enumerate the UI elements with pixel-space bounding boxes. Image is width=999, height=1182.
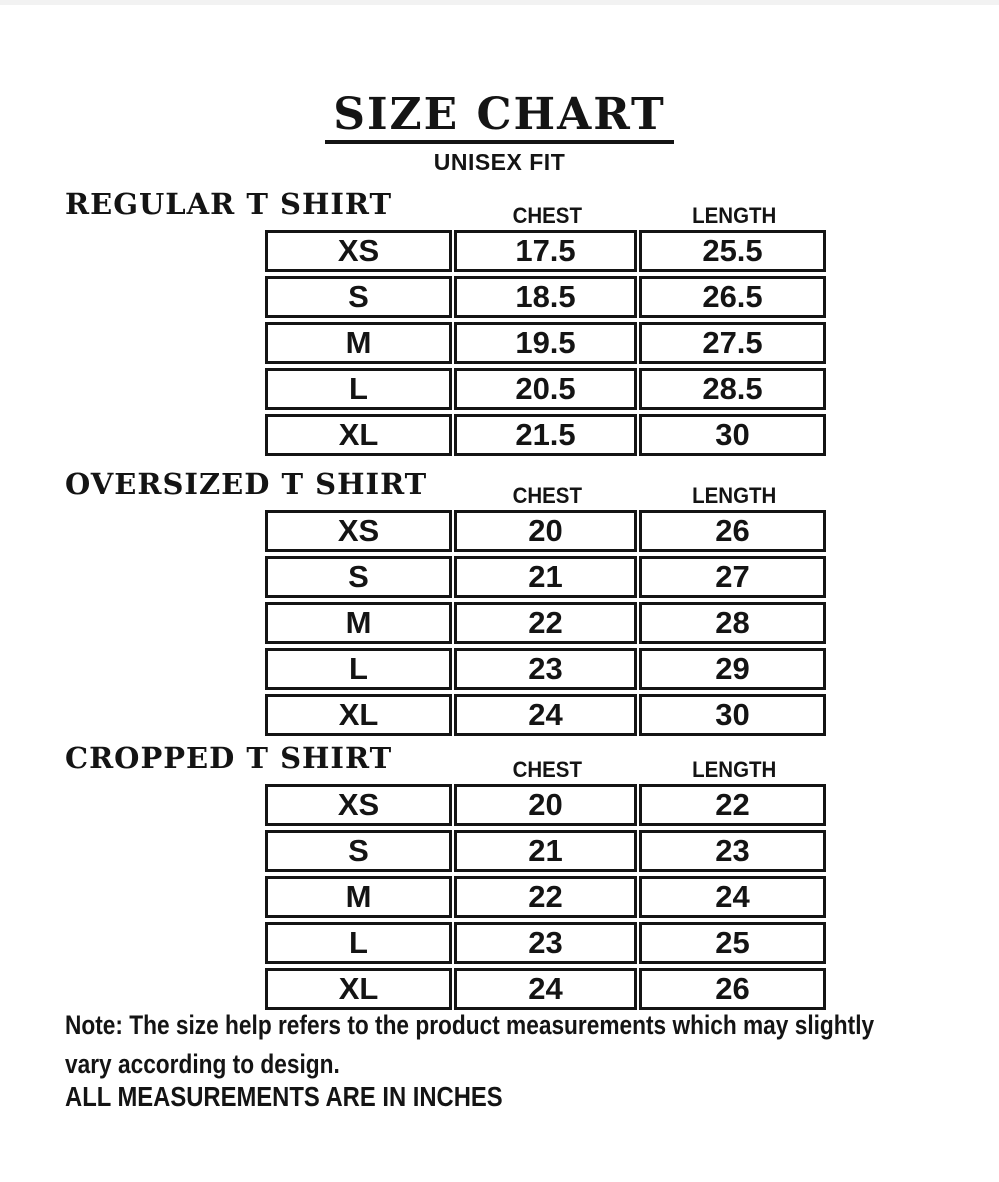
chest-cell: 20 xyxy=(454,784,637,826)
size-cell: XL xyxy=(265,968,452,1010)
length-cell: 27 xyxy=(639,556,826,598)
length-cell: 28 xyxy=(639,602,826,644)
chest-cell: 20 xyxy=(454,510,637,552)
table-row xyxy=(265,968,826,1010)
size-cell: M xyxy=(265,602,452,644)
section-heading-cropped: CROPPED T SHIRT xyxy=(65,741,393,775)
size-cell: XS xyxy=(265,510,452,552)
chest-cell: 23 xyxy=(454,922,637,964)
length-cell: 26.5 xyxy=(639,276,826,318)
table-row xyxy=(265,830,826,872)
section-heading-oversized: OVERSIZED T SHIRT xyxy=(65,467,428,501)
chest-cell: 21.5 xyxy=(454,414,637,456)
units-note: ALL MEASUREMENTS ARE IN INCHES xyxy=(65,1081,503,1112)
chest-cell: 20.5 xyxy=(454,368,637,410)
size-cell: L xyxy=(265,648,452,690)
length-cell: 23 xyxy=(639,830,826,872)
size-cell: S xyxy=(265,556,452,598)
length-cell: 22 xyxy=(639,784,826,826)
size-cell: S xyxy=(265,276,452,318)
table-row xyxy=(265,648,826,690)
chest-cell: 21 xyxy=(454,556,637,598)
column-header-chest: CHEST xyxy=(454,203,641,233)
chest-cell: 24 xyxy=(454,694,637,736)
length-cell: 26 xyxy=(639,968,826,1010)
length-cell: 27.5 xyxy=(639,322,826,364)
table-row xyxy=(265,276,826,318)
size-cell: XL xyxy=(265,414,452,456)
size-table-oversized xyxy=(263,506,828,740)
table-row xyxy=(265,414,826,456)
size-cell: M xyxy=(265,876,452,918)
size-cell: XS xyxy=(265,784,452,826)
page-title: SIZE CHART xyxy=(325,92,674,144)
table-row xyxy=(265,876,826,918)
size-cell: L xyxy=(265,368,452,410)
length-cell: 25.5 xyxy=(639,230,826,272)
table-row xyxy=(265,510,826,552)
size-cell: S xyxy=(265,830,452,872)
column-header-chest: CHEST xyxy=(454,757,641,787)
length-cell: 30 xyxy=(639,694,826,736)
length-cell: 24 xyxy=(639,876,826,918)
size-cell: L xyxy=(265,922,452,964)
length-cell: 29 xyxy=(639,648,826,690)
title-block xyxy=(0,89,999,176)
table-row xyxy=(265,230,826,272)
column-header-length: LENGTH xyxy=(641,203,828,233)
chest-cell: 22 xyxy=(454,602,637,644)
page-subtitle: UNISEX FIT xyxy=(433,149,566,175)
table-row xyxy=(265,368,826,410)
table-row xyxy=(265,922,826,964)
column-header-length: LENGTH xyxy=(641,757,828,787)
size-table-cropped xyxy=(263,780,828,1014)
chest-cell: 22 xyxy=(454,876,637,918)
section-cropped-t-shirt xyxy=(0,740,999,1020)
chest-cell: 18.5 xyxy=(454,276,637,318)
table-row xyxy=(265,322,826,364)
chest-cell: 19.5 xyxy=(454,322,637,364)
table-row xyxy=(265,694,826,736)
note-text-line-1: Note: The size help refers to the product measurements which may slightly xyxy=(65,1010,875,1040)
length-cell: 26 xyxy=(639,510,826,552)
chest-cell: 17.5 xyxy=(454,230,637,272)
length-cell: 25 xyxy=(639,922,826,964)
top-edge-strip xyxy=(0,0,999,5)
column-header-length: LENGTH xyxy=(641,483,828,513)
section-regular-t-shirt xyxy=(0,186,999,466)
length-cell: 28.5 xyxy=(639,368,826,410)
size-cell: XL xyxy=(265,694,452,736)
note-block xyxy=(65,1006,995,1084)
size-cell: M xyxy=(265,322,452,364)
chest-cell: 23 xyxy=(454,648,637,690)
size-cell: XS xyxy=(265,230,452,272)
table-row xyxy=(265,784,826,826)
table-row xyxy=(265,556,826,598)
section-oversized-t-shirt xyxy=(0,466,999,746)
column-header-chest: CHEST xyxy=(454,483,641,513)
chest-cell: 21 xyxy=(454,830,637,872)
size-table-regular xyxy=(263,226,828,460)
table-row xyxy=(265,602,826,644)
chest-cell: 24 xyxy=(454,968,637,1010)
length-cell: 30 xyxy=(639,414,826,456)
note-text-line-2: vary according to design. xyxy=(65,1049,340,1079)
section-heading-regular: REGULAR T SHIRT xyxy=(65,187,393,221)
